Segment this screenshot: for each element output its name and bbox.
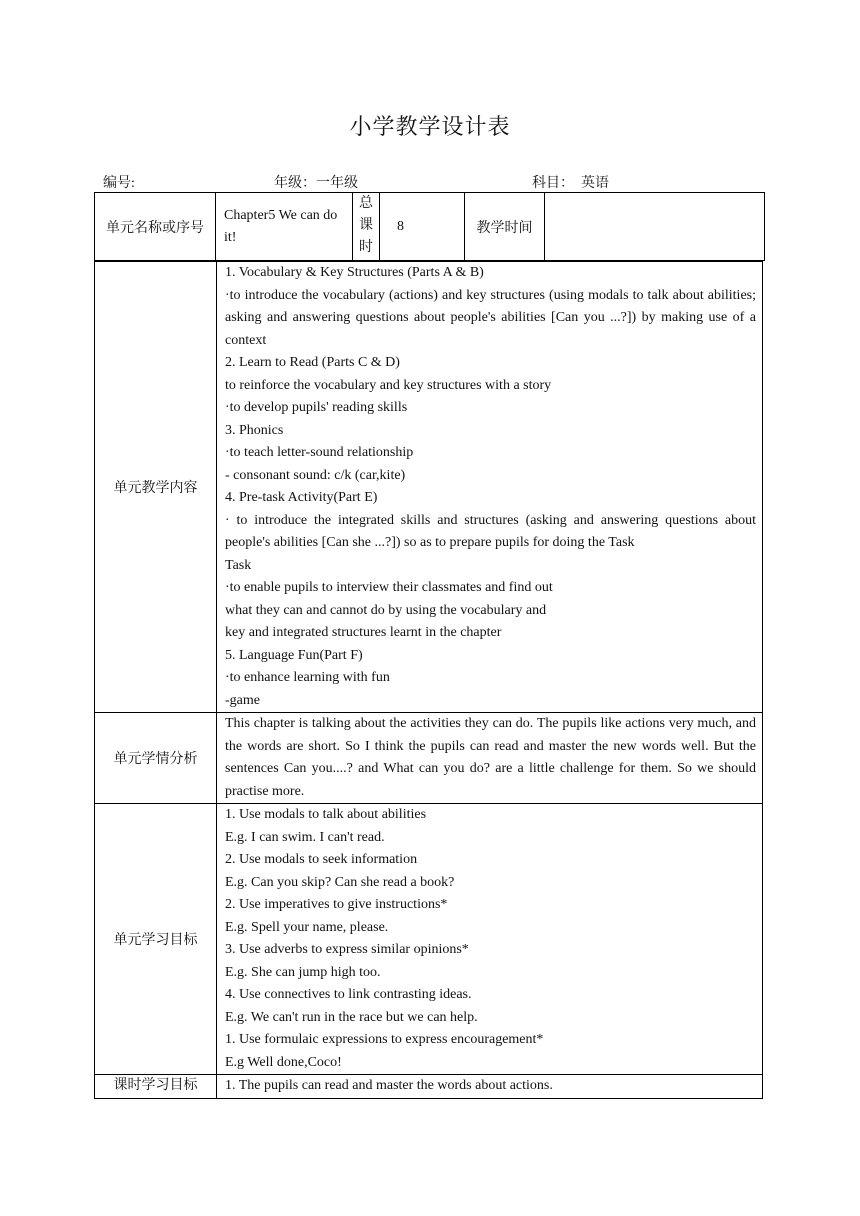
objective-line: E.g. We can't run in the race but we can help.: [225, 1009, 478, 1025]
total-hours-value: 8: [380, 193, 465, 260]
analysis-text: This chapter is talking about the activities they can do. The pupils like actions very much, and the words are short. So I think the pupils can read and master the new words well. But the sentences Can you....? and What can you do? are a little challenge for them. So we should practise more.: [225, 716, 756, 799]
teaching-time-value: [545, 193, 764, 260]
content-line: 3. Phonics: [225, 422, 284, 438]
objective-line: 3. Use adverbs to express similar opinions*: [225, 942, 469, 957]
content-line: ·to enable pupils to interview their classmates and find out: [225, 580, 553, 595]
lesson-row: [95, 1075, 763, 1099]
lesson-text: 1. The pupils can read and master the words about actions.: [225, 1078, 553, 1093]
content-line: what they can and cannot do by using the vocabulary and: [225, 602, 547, 618]
content-line: 5. Language Fun(Part F): [225, 647, 363, 663]
objective-line: 1. Use modals to talk about abilities: [225, 807, 427, 822]
content-line: key and integrated structures learnt in the chapter: [225, 625, 502, 640]
content-line: 1. Vocabulary & Key Structures (Parts A & B): [225, 265, 484, 280]
teaching-time-label: 教学时间: [465, 193, 545, 260]
objective-line: E.g Well done,Coco!: [225, 1054, 342, 1070]
content-line: ·to develop pupils' reading skills: [225, 400, 408, 415]
lesson-body: [217, 1075, 763, 1099]
page-title: 小学教学设计表: [349, 114, 511, 139]
content-line: -game: [225, 692, 260, 708]
design-table: [94, 261, 763, 1099]
objective-line: E.g. Can you skip? Can she read a book?: [225, 874, 455, 890]
content-line: 2. Learn to Read (Parts C & D): [225, 355, 400, 370]
content-row: [95, 262, 763, 713]
analysis-body: [217, 713, 763, 804]
content-line: - consonant sound: c/k (car,kite): [225, 467, 406, 483]
content-line: ·to teach letter-sound relationship: [225, 445, 414, 460]
grade-label: 年级：一年级: [274, 176, 358, 191]
content-body: [217, 262, 763, 713]
analysis-label: 单元学情分析: [95, 713, 217, 804]
objectives-body: [217, 804, 763, 1075]
subject-label: 科目： 英语: [532, 176, 609, 191]
content-line: · to introduce the integrated skills and structures (asking and answering questions about people's abilities [Can she ...?]) so as to prepare pupils for doing the Task: [225, 512, 756, 550]
objective-line: 4. Use connectives to link contrasting ideas.: [225, 987, 472, 1002]
content-line: Task: [225, 557, 252, 573]
objective-line: E.g. She can jump high too.: [225, 964, 381, 980]
lesson-label: 课时学习目标: [95, 1075, 217, 1099]
content-line: to reinforce the vocabulary and key structures with a story: [225, 377, 552, 393]
content-line: ·to enhance learning with fun: [225, 670, 390, 685]
objective-line: 1. Use formulaic expressions to express encouragement*: [225, 1032, 544, 1047]
content-line: 4. Pre-task Activity(Part E): [225, 490, 378, 505]
objective-line: 2. Use imperatives to give instructions*: [225, 897, 448, 912]
analysis-row: [95, 713, 763, 804]
header-row: [94, 192, 765, 261]
content-line: ·to introduce the vocabulary (actions) and key structures (using modals to talk about abilities; asking and answering questions about people's abilities [Can you ...?]) by making use of a context: [225, 287, 756, 348]
number-label: 编号:: [103, 176, 135, 191]
objective-line: E.g. Spell your name, please.: [225, 919, 389, 935]
unit-value: Chapter5 We can do it!: [216, 193, 353, 260]
objective-line: E.g. I can swim. I can't read.: [225, 829, 385, 845]
content-label: 单元教学内容: [95, 262, 217, 713]
total-hours-label: 总 课 时: [353, 193, 380, 260]
objectives-row: [95, 804, 763, 1075]
objective-line: 2. Use modals to seek information: [225, 852, 418, 867]
unit-label: 单元名称或序号: [95, 193, 216, 260]
objectives-label: 单元学习目标: [95, 804, 217, 1075]
